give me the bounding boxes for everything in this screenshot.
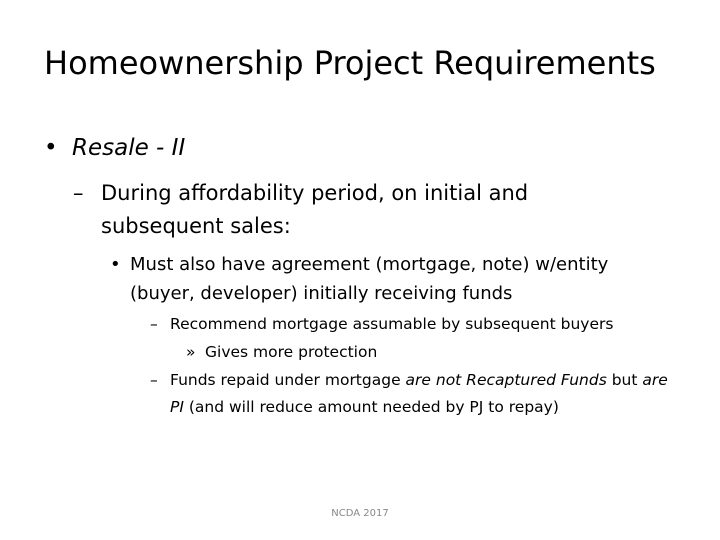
bullet-text bbox=[150, 367, 670, 421]
text-run: but bbox=[606, 371, 643, 389]
bullet-level5-protection bbox=[186, 339, 377, 366]
bullet-level3-agreement bbox=[110, 250, 670, 308]
bullet-text: Must also have agreement (mortgage, note) w/entity (buyer, developer) initially receiving funds bbox=[130, 254, 609, 304]
dash-marker: – bbox=[150, 315, 158, 333]
text-run-italic: are not Recaptured Funds bbox=[405, 371, 607, 389]
text-run: (and will reduce amount needed by PJ to repay) bbox=[183, 398, 559, 416]
dash-marker: – bbox=[150, 371, 158, 389]
bullet-level4-funds-repaid bbox=[150, 367, 670, 421]
bullet-text: Gives more protection bbox=[205, 343, 378, 361]
text-run: Funds repaid under mortgage bbox=[170, 371, 406, 389]
bullet-marker: • bbox=[110, 254, 121, 275]
bullet-text: During affordability period, on initial and subsequent sales: bbox=[101, 181, 529, 238]
bullet-level2-affordability bbox=[73, 177, 593, 243]
dash-marker: – bbox=[73, 181, 84, 205]
bullet-marker: » bbox=[186, 343, 196, 361]
text-run-italic: are PI bbox=[170, 371, 668, 416]
bullet-text: Recommend mortgage assumable by subsequent buyers bbox=[170, 315, 614, 333]
slide-footer: NCDA 2017 bbox=[331, 508, 389, 519]
bullet-marker: • bbox=[44, 135, 58, 161]
bullet-level4-assumable bbox=[150, 311, 670, 338]
bullet-text: Resale - II bbox=[72, 135, 186, 161]
slide-title: Homeownership Project Requirements bbox=[44, 44, 656, 82]
bullet-level1-resale bbox=[44, 135, 185, 161]
